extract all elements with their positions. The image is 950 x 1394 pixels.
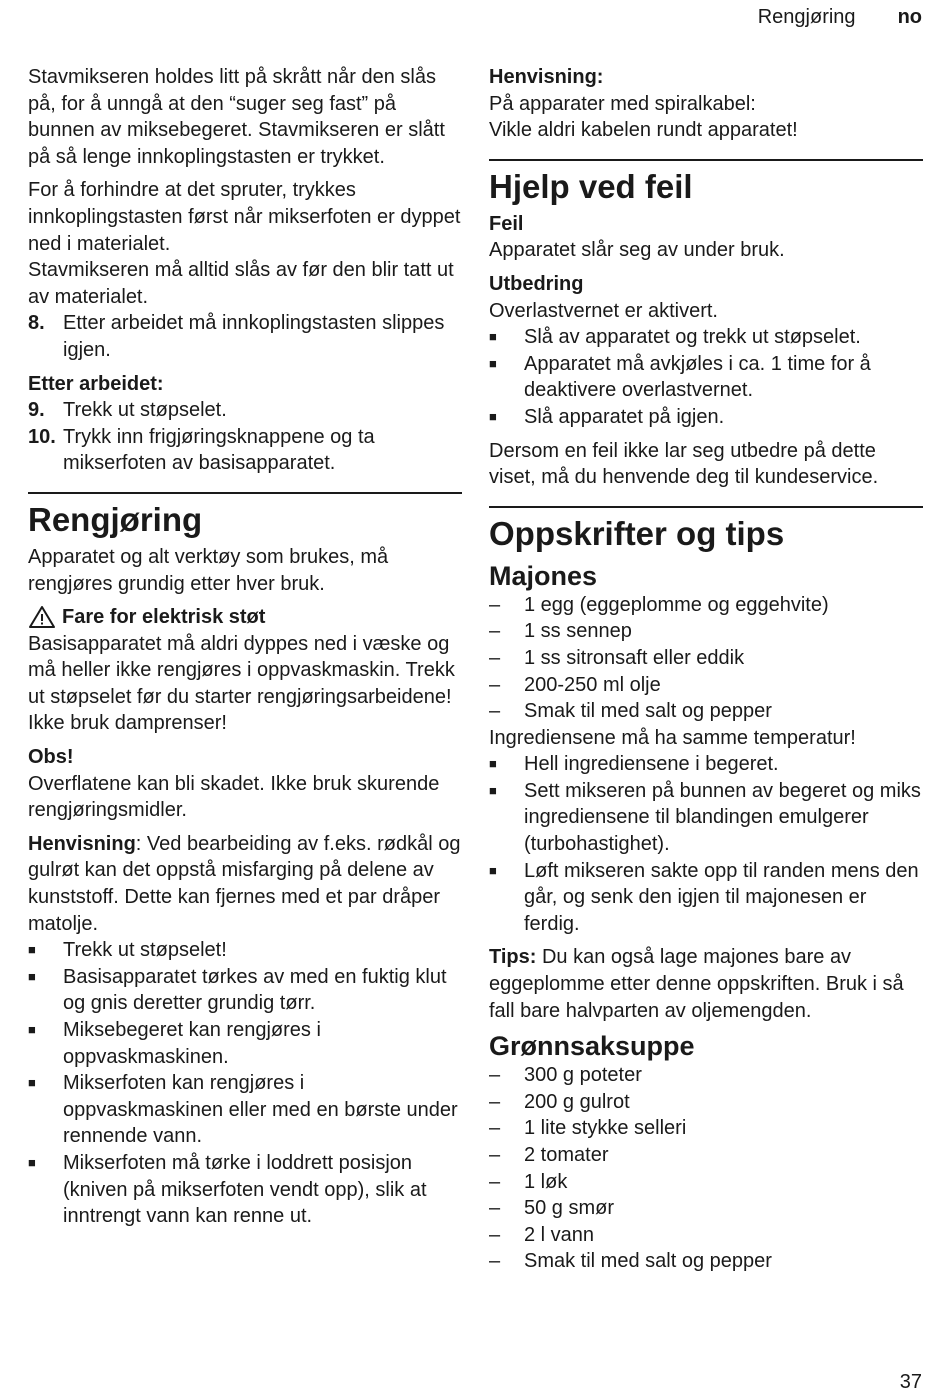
paragraph: For å forhindre at det spruter, trykkes innkoplingstasten først når mikserfoten er dyppet ned i materialet. (28, 179, 461, 255)
bullet-marker: ■ (489, 782, 497, 798)
section-divider (489, 159, 923, 161)
list-item-text: Mikserfoten må tørke i loddrett posisjon (kniven på mikserfoten vendt opp), slik at inntrengt vann kan renne ut. (63, 1151, 427, 1228)
list-item (28, 1150, 462, 1230)
ingredient-text: Smak til med salt og pepper (524, 700, 772, 723)
header-language: no (897, 6, 922, 28)
warning-text: Basisapparatet må aldri dyppes ned i væske og må heller ikke rengjøres i oppvaskmaskin. Trekk ut støpselet før du starter rengjøringsarbeidene! Ikke bruk damprenser! (28, 632, 455, 735)
list-item (28, 1070, 462, 1150)
ingredient-text: Smak til med salt og pepper (524, 1250, 772, 1273)
help-title: Hjelp ved feil (489, 167, 693, 205)
list-item (489, 324, 923, 351)
remedy-label: Utbedring (489, 272, 584, 295)
dash-marker: – (489, 700, 501, 723)
bullet-marker: ■ (489, 408, 497, 424)
dash-marker: – (489, 593, 501, 616)
ingredient-item (489, 1248, 923, 1275)
page-number: 37 (899, 1371, 922, 1393)
ingredient-item (489, 1195, 923, 1222)
list-item (28, 964, 462, 1017)
ingredient-text: 200-250 ml olje (524, 673, 661, 696)
section-divider (489, 506, 923, 508)
ingredient-item (489, 1062, 923, 1089)
ingredient-item (489, 618, 923, 645)
step-text: Trekk ut støpselet. (63, 399, 227, 422)
after-work-heading: Etter arbeidet: (28, 372, 164, 395)
warning-title: Fare for elektrisk støt (62, 606, 266, 629)
list-item-text: Miksebegeret kan rengjøres i oppvaskmaskinen. (63, 1019, 321, 1068)
paragraph: Stavmikseren må alltid slås av før den blir tatt ut av materialet. (28, 259, 454, 308)
cleaning-title: Rengjøring (28, 500, 203, 538)
cleaning-intro: Apparatet og alt verktøy som brukes, må rengjøres grundig etter hver bruk. (28, 545, 389, 595)
list-item-text: Løft mikseren sakte opp til randen mens den går, og senk den igjen til majonesen er ferdig. (524, 859, 919, 935)
left-column (28, 64, 462, 1230)
ingredient-item (489, 672, 923, 699)
bullet-marker: ■ (28, 968, 36, 984)
page-header (758, 6, 922, 29)
step-10 (28, 424, 462, 477)
bullet-marker: ■ (28, 1154, 36, 1170)
note-line: På apparater med spiralkabel: (489, 92, 756, 115)
ingredient-text: 2 l vann (524, 1223, 595, 1246)
note-paragraph (28, 831, 462, 937)
list-item (489, 778, 923, 858)
dash-marker: – (489, 1197, 501, 1220)
warning-icon (28, 605, 56, 629)
remedy-text: Overlastvernet er aktivert. (489, 299, 718, 322)
warning-heading (28, 604, 462, 631)
list-item-text: Trekk ut støpselet! (63, 939, 227, 962)
step-8 (28, 310, 462, 363)
list-item-text: Mikserfoten kan rengjøres i oppvaskmaskinen eller med en børste under rennende vann. (63, 1072, 458, 1148)
tips-label: Tips: (489, 946, 537, 969)
ingredient-item (489, 1089, 923, 1116)
tips-paragraph (489, 944, 923, 1024)
service-text: Dersom en feil ikke lar seg utbedre på dette viset, må du henvende deg til kundeservice. (489, 439, 879, 489)
note-title: Henvisning: (489, 66, 604, 88)
obs-text: Overflatene kan bli skadet. Ikke bruk skurende rengjøringsmidler. (28, 772, 440, 822)
step-number: 8. (28, 312, 45, 335)
ingredient-item (489, 645, 923, 672)
dash-marker: – (489, 673, 501, 696)
ingredient-text: 200 g gulrot (524, 1090, 630, 1113)
ingredient-text: 300 g poteter (524, 1064, 642, 1087)
tips-text: Du kan også lage majones bare av eggeplomme etter denne oppskriften. Bruk i så fall bare halvparten av oljemengden. (489, 946, 904, 1022)
bullet-marker: ■ (28, 942, 36, 958)
ingredient-item (489, 1222, 923, 1249)
bullet-marker: ■ (489, 329, 497, 345)
dash-marker: – (489, 1117, 501, 1140)
bullet-marker: ■ (489, 862, 497, 878)
list-item-text: Basisapparatet tørkes av med en fuktig klut og gnis deretter grundig tørr. (63, 965, 447, 1015)
fault-label: Feil (489, 212, 524, 235)
list-item (489, 858, 923, 938)
step-number: 10. (28, 425, 56, 448)
ingredient-item (489, 1142, 923, 1169)
dash-marker: – (489, 1250, 501, 1273)
list-item-text: Sett mikseren på bunnen av begeret og miks ingrediensene til blandingen emulgerer (turbohastighet). (524, 779, 921, 856)
list-item (489, 751, 923, 778)
note-line: Vikle aldri kabelen rundt apparatet! (489, 119, 798, 142)
recipes-title: Oppskrifter og tips (489, 514, 785, 552)
ingredient-text: 1 løk (524, 1170, 568, 1193)
step-text: Etter arbeidet må innkoplingstasten slippes igjen. (63, 312, 445, 361)
dash-marker: – (489, 1223, 501, 1246)
dash-marker: – (489, 1170, 501, 1193)
ingredient-text: 50 g smør (524, 1197, 615, 1220)
section-divider (28, 492, 462, 494)
fault-text: Apparatet slår seg av under bruk. (489, 239, 785, 262)
note-label: Henvisning (28, 832, 136, 855)
ingredient-item (489, 1169, 923, 1196)
list-item (28, 1017, 462, 1070)
dash-marker: – (489, 1144, 501, 1166)
list-item (489, 351, 923, 404)
step-text: Trykk inn frigjøringsknappene og ta mikserfoten av basisapparatet. (63, 425, 375, 475)
mayo-temperature: Ingrediensene må ha samme temperatur! (489, 726, 856, 749)
dash-marker: – (489, 1090, 501, 1113)
list-item-text: Slå av apparatet og trekk ut støpselet. (524, 326, 861, 349)
bullet-marker: ■ (28, 1075, 36, 1091)
ingredient-text: 2 tomater (524, 1144, 609, 1166)
paragraph: Stavmikseren holdes litt på skrått når den slås på, for å unngå at den “suger seg fast” på bunnen av miksebegeret. Stavmikseren er slått på så lenge innkoplingstasten er trykket. (28, 66, 445, 168)
ingredient-item (489, 1115, 923, 1142)
ingredient-text: 1 ss sitronsaft eller eddik (524, 646, 745, 669)
mayo-title: Majones (489, 560, 598, 591)
list-item-text: Slå apparatet på igjen. (524, 405, 725, 428)
step-9 (28, 397, 462, 424)
ingredient-text: 1 egg (eggeplomme og eggehvite) (524, 593, 829, 616)
list-item (489, 404, 923, 431)
soup-title: Grønnsaksuppe (489, 1031, 695, 1062)
header-section: Rengjøring (757, 6, 856, 28)
step-number: 9. (28, 399, 45, 422)
ingredient-text: 1 ss sennep (524, 620, 632, 643)
ingredient-item (489, 592, 923, 619)
ingredient-text: 1 lite stykke selleri (524, 1117, 687, 1140)
obs-title: Obs! (28, 746, 74, 769)
dash-marker: – (489, 620, 501, 643)
note-text: : Ved bearbeiding av f.eks. rødkål og gulrøt kan det oppstå misfarging på delene av kunststoff. Dette kan fjernes med et par dråper matolje. (28, 832, 461, 935)
bullet-marker: ■ (489, 756, 497, 772)
dash-marker: – (489, 1064, 501, 1087)
list-item (28, 937, 462, 964)
ingredient-item (489, 698, 923, 725)
bullet-marker: ■ (489, 355, 497, 371)
list-item-text: Hell ingrediensene i begeret. (524, 753, 779, 776)
list-item-text: Apparatet må avkjøles i ca. 1 time for å deaktivere overlastvernet. (524, 352, 871, 402)
bullet-marker: ■ (28, 1022, 36, 1037)
right-column (489, 64, 923, 1275)
dash-marker: – (489, 646, 501, 669)
